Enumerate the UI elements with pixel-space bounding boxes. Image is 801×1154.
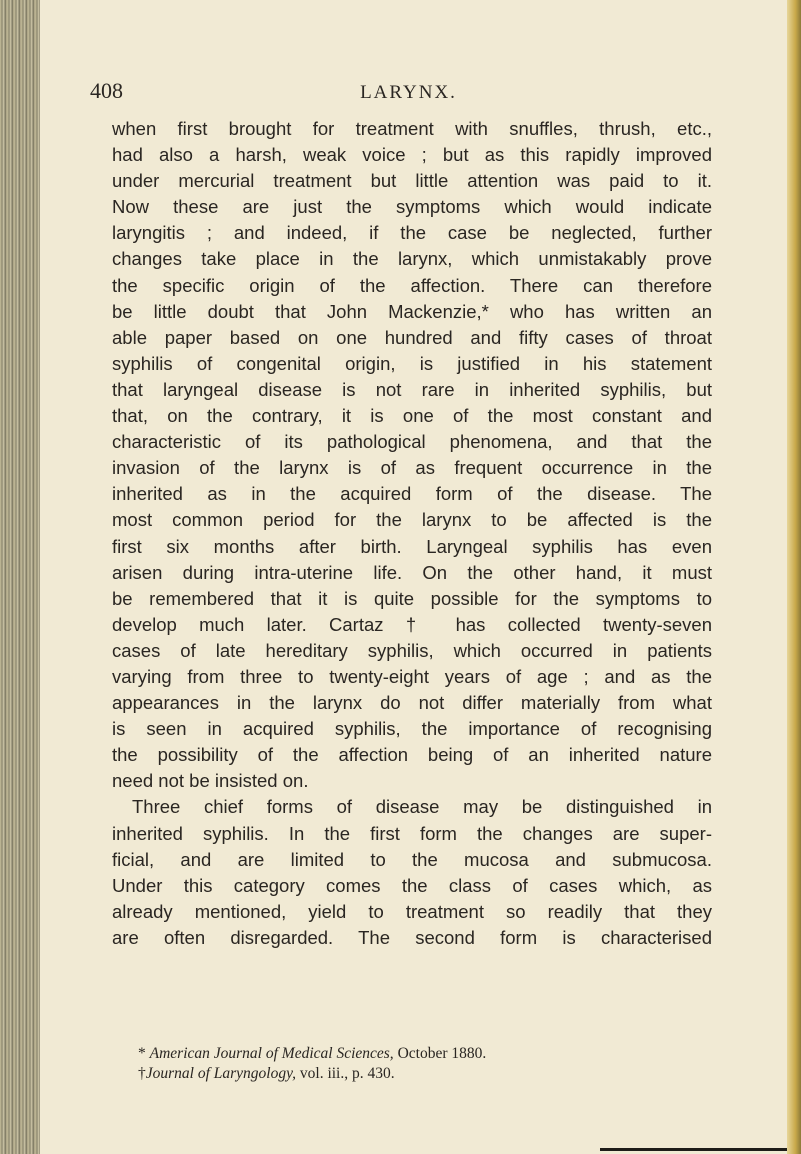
text-line: appearances in the larynx do not differ materially from what bbox=[112, 692, 712, 714]
text-line: invasion of the larynx is of as frequent occurrence in the bbox=[112, 457, 712, 479]
text-line: varying from three to twenty-eight years of age ; and as the bbox=[112, 665, 712, 687]
text-line: able paper based on one hundred and fifty cases of throat bbox=[112, 326, 712, 348]
book-gutter bbox=[0, 0, 40, 1154]
book-page bbox=[40, 0, 787, 1154]
page-header bbox=[90, 78, 727, 108]
text-line: inherited syphilis. In the first form the changes are super- bbox=[112, 822, 712, 844]
body-text bbox=[112, 116, 712, 951]
text-line: characteristic of its pathological phenomena, and that the bbox=[112, 431, 712, 453]
footnote-marker: † bbox=[138, 1065, 146, 1082]
text-line: already mentioned, yield to treatment so readily that they bbox=[112, 900, 712, 922]
text-line: that, on the contrary, it is one of the most constant and bbox=[112, 405, 712, 427]
text-line: ficial, and are limited to the mucosa and submucosa. bbox=[112, 848, 712, 870]
footnote-detail: October 1880. bbox=[393, 1045, 487, 1062]
footnote bbox=[138, 1064, 486, 1084]
text-line: changes take place in the larynx, which unmistakably prove bbox=[112, 248, 712, 270]
text-line: under mercurial treatment but little attention was paid to it. bbox=[112, 170, 712, 192]
footnote-marker: * bbox=[138, 1045, 146, 1062]
text-line: syphilis of congenital origin, is justified in his statement bbox=[112, 352, 712, 374]
text-line: Under this category comes the class of cases which, as bbox=[112, 874, 712, 896]
page-number: 408 bbox=[90, 78, 123, 103]
text-line: the specific origin of the affection. There can therefore bbox=[112, 274, 712, 296]
text-line: that laryngeal disease is not rare in inherited syphilis, but bbox=[112, 378, 712, 400]
footnotes bbox=[138, 1044, 486, 1084]
text-line: arisen during intra-uterine life. On the other hand, it must bbox=[112, 561, 712, 583]
text-line: inherited as in the acquired form of the disease. The bbox=[112, 483, 712, 505]
text-line: first six months after birth. Laryngeal syphilis has even bbox=[112, 535, 712, 557]
text-line: need not be insisted on. bbox=[112, 770, 309, 792]
text-line: Three chief forms of disease may be distinguished in bbox=[132, 796, 712, 818]
text-line: Now these are just the symptoms which would indicate bbox=[112, 196, 712, 218]
footnote-journal: Journal of Laryngology, bbox=[145, 1065, 297, 1082]
text-line: be remembered that it is quite possible for the symptoms to bbox=[112, 587, 712, 609]
footnote-detail: vol. iii., p. 430. bbox=[296, 1065, 395, 1082]
text-line: develop much later. Cartaz † has collected twenty-seven bbox=[112, 613, 712, 635]
bottom-rule bbox=[600, 1148, 801, 1151]
text-line: the possibility of the affection being of an inherited nature bbox=[112, 744, 712, 766]
running-title: LARYNX. bbox=[360, 82, 457, 103]
footnote bbox=[138, 1044, 486, 1064]
text-line: is seen in acquired syphilis, the importance of recognising bbox=[112, 718, 712, 740]
text-line: most common period for the larynx to be affected is the bbox=[112, 509, 712, 531]
text-line: are often disregarded. The second form is characterised bbox=[112, 926, 712, 948]
text-line: laryngitis ; and indeed, if the case be neglected, further bbox=[112, 222, 712, 244]
text-line: be little doubt that John Mackenzie,* who has written an bbox=[112, 300, 712, 322]
text-line: when first brought for treatment with snuffles, thrush, etc., bbox=[112, 118, 712, 139]
text-line: had also a harsh, weak voice ; but as this rapidly improved bbox=[112, 144, 712, 166]
page-edge bbox=[787, 0, 801, 1154]
footnote-journal: American Journal of Medical Sciences, bbox=[149, 1045, 394, 1062]
text-line: cases of late hereditary syphilis, which occurred in patients bbox=[112, 639, 712, 661]
